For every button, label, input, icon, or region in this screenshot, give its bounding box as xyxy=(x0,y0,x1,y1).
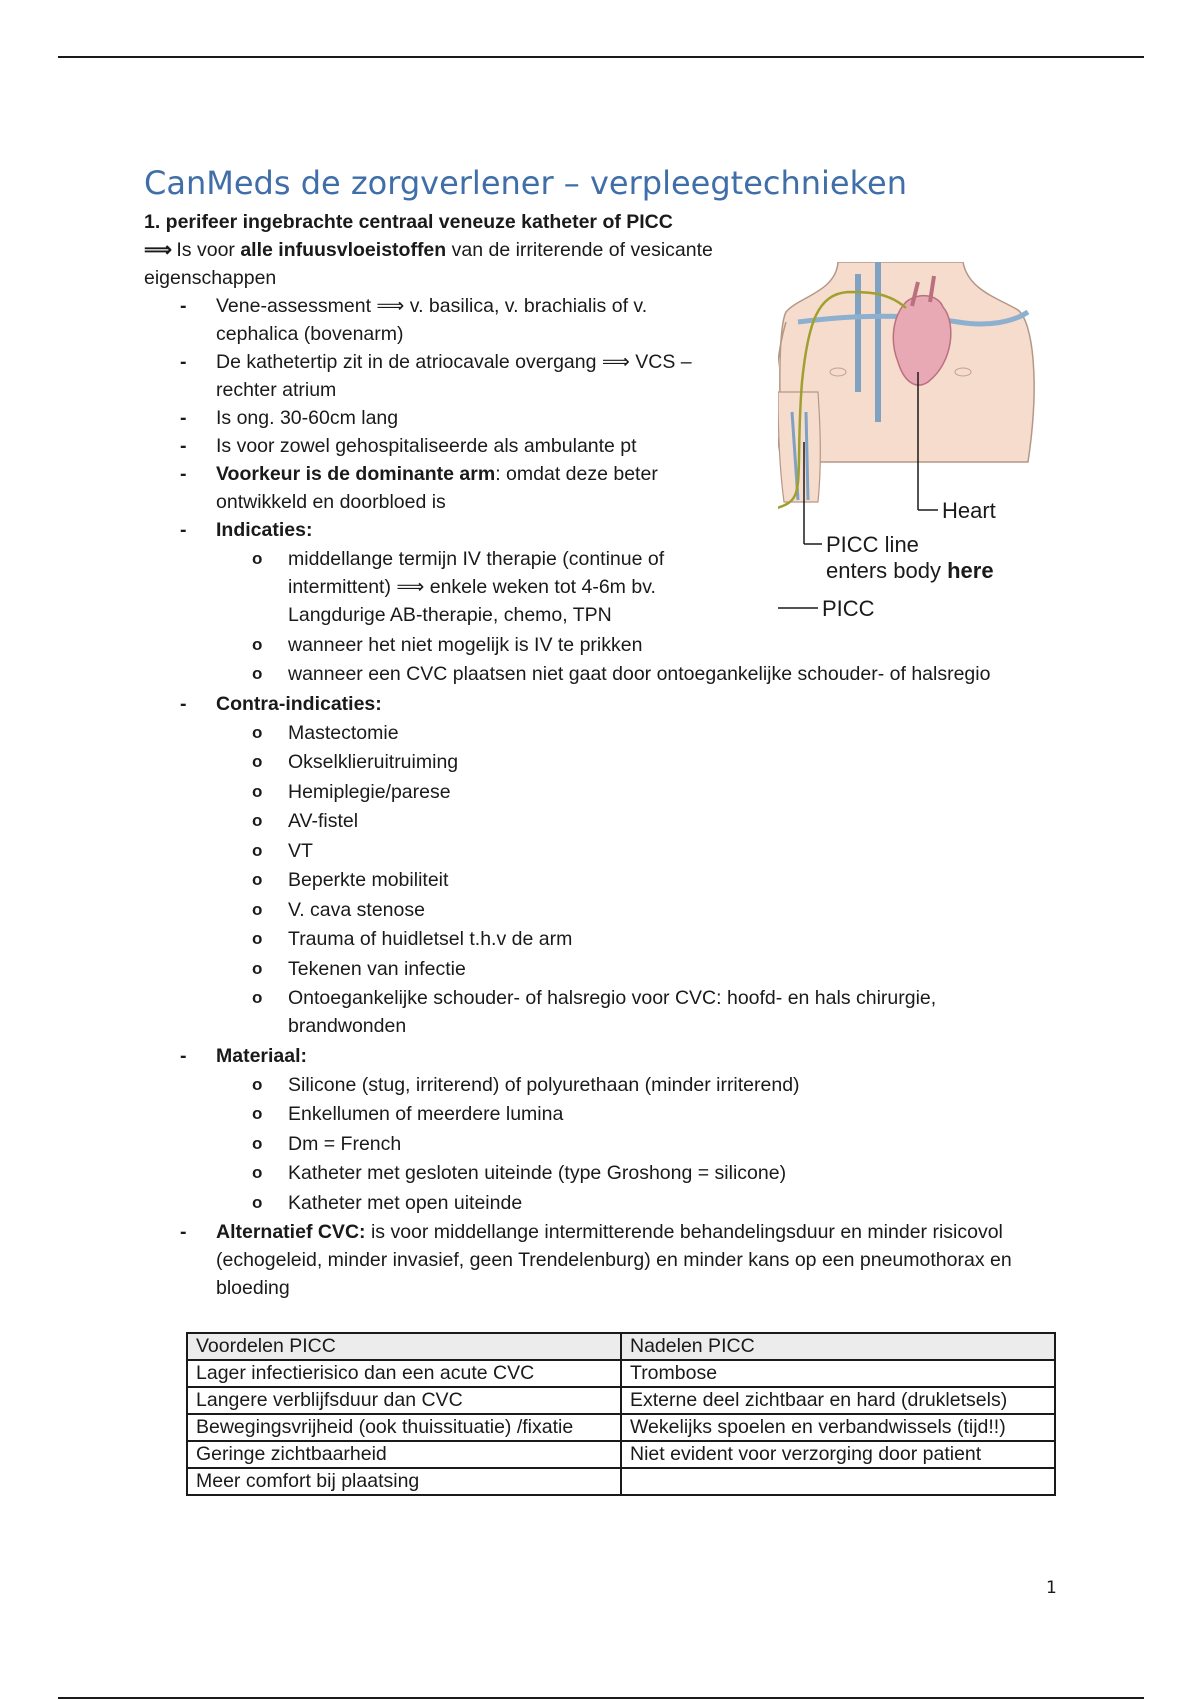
table-header-cell: Voordelen PICC xyxy=(187,1333,621,1360)
table-cell xyxy=(621,1468,1055,1495)
table-cell: Bewegingsvrijheid (ook thuissituatie) /fixatie xyxy=(187,1414,621,1441)
table-row xyxy=(187,1441,1055,1468)
sub-list-item: o VT xyxy=(216,837,1144,865)
sub-list-item: o AV-fistel xyxy=(216,807,1144,835)
table-row xyxy=(187,1387,1055,1414)
list-item: - Is voor zowel gehospitaliseerde als ambulante pt xyxy=(144,432,1144,460)
footer-rule xyxy=(58,1697,1144,1699)
table-row xyxy=(187,1360,1055,1387)
sub-list-item: o Ontoegankelijke schouder- of halsregio voor CVC: hoofd- en hals chirurgie, brandwonden xyxy=(216,984,1048,1040)
sub-list-item: o wanneer een CVC plaatsen niet gaat door ontoegankelijke schouder- of halsregio xyxy=(216,660,1008,688)
sub-list-item: o Tekenen van infectie xyxy=(216,955,1144,983)
sub-list-item: o wanneer het niet mogelijk is IV te prikken xyxy=(216,631,1144,659)
list-item: - De kathetertip zit in de atriocavale overgang ⟹ VCS – rechter atrium xyxy=(144,348,696,404)
arrow-icon: ⟹ xyxy=(144,239,171,261)
contra-indicaties-list xyxy=(216,719,1144,1041)
materiaal-list xyxy=(216,1071,1144,1217)
sub-list-item: o Trauma of huidletsel t.h.v de arm xyxy=(216,925,1144,953)
sub-list-item: o Mastectomie xyxy=(216,719,1144,747)
table-cell: Externe deel zichtbaar en hard (drukletsels) xyxy=(621,1387,1055,1414)
header-rule xyxy=(58,56,1144,58)
list-item: - Vene-assessment ⟹ v. basilica, v. brachialis of v. cephalica (bovenarm) xyxy=(144,292,696,348)
list-item: - Is ong. 30-60cm lang xyxy=(144,404,1144,432)
table-cell: Meer comfort bij plaatsing xyxy=(187,1468,621,1495)
sub-list-item: o Okselklieruitruiming xyxy=(216,748,1144,776)
label-picc-line: PICC line xyxy=(826,532,919,557)
section-heading: 1. perifeer ingebrachte centraal veneuze katheter of PICC xyxy=(144,211,673,233)
sub-list-item: o Silicone (stug, irriterend) of polyurethaan (minder irriterend) xyxy=(216,1071,1144,1099)
sub-list-item: o Katheter met gesloten uiteinde (type Groshong = silicone) xyxy=(216,1159,1144,1187)
label-picc: PICC xyxy=(822,596,875,621)
picc-diagram xyxy=(778,262,1123,632)
table-cell: Trombose xyxy=(621,1360,1055,1387)
label-enters-body: enters body here xyxy=(826,558,994,583)
sub-list-item: o Hemiplegie/parese xyxy=(216,778,1144,806)
table-cell: Langere verblijfsduur dan CVC xyxy=(187,1387,621,1414)
table-row xyxy=(187,1414,1055,1441)
list-item-contra-indicaties xyxy=(144,690,1144,1041)
sub-list-item: o Dm = French xyxy=(216,1130,1144,1158)
table-header-cell: Nadelen PICC xyxy=(621,1333,1055,1360)
sub-list-item: o middellange termijn IV therapie (continue of intermittent) ⟹ enkele weken tot 4-6m bv. Langdurige AB-therapie, chemo, TPN xyxy=(216,545,708,629)
page-number: 1 xyxy=(1046,1578,1057,1598)
table-row xyxy=(187,1468,1055,1495)
table-cell: Wekelijks spoelen en verbandwissels (tijd!!) xyxy=(621,1414,1055,1441)
table-cell: Lager infectierisico dan een acute CVC xyxy=(187,1360,621,1387)
contra-indicaties-label: Contra-indicaties: xyxy=(216,692,382,715)
table-header-row xyxy=(187,1333,1055,1360)
comparison-table xyxy=(186,1332,1056,1496)
sub-list-item: o Enkellumen of meerdere lumina xyxy=(216,1100,1144,1128)
table-cell: Geringe zichtbaarheid xyxy=(187,1441,621,1468)
sub-list-item: o V. cava stenose xyxy=(216,896,1144,924)
list-item-materiaal xyxy=(144,1042,1144,1217)
list-item-voorkeur: - Voorkeur is de dominante arm: omdat deze beter ontwikkeld en doorbloed is xyxy=(144,460,696,516)
intro-line: ⟹ Is voor alle infuusvloeistoffen van de irriterende of vesicante eigenschappen xyxy=(144,239,713,289)
materiaal-label: Materiaal: xyxy=(216,1044,308,1067)
page-title: CanMeds de zorgverlener – verpleegtechnieken xyxy=(144,164,907,202)
comparison-table-wrap xyxy=(186,1332,1144,1496)
indicaties-label: Indicaties: xyxy=(216,519,313,541)
sub-list-item: o Katheter met open uiteinde xyxy=(216,1189,1144,1217)
sub-list-item: o Beperkte mobiliteit xyxy=(216,866,1144,894)
label-heart: Heart xyxy=(942,498,996,523)
list-item-alternatief: - Alternatief CVC: is voor middellange intermitterende behandelingsduur en minder risicovol (echogeleid, minder invasief, geen Trendelenburg) en minder kans op een pneumothorax en bloeding xyxy=(144,1218,1046,1302)
table-cell: Niet evident voor verzorging door patient xyxy=(621,1441,1055,1468)
